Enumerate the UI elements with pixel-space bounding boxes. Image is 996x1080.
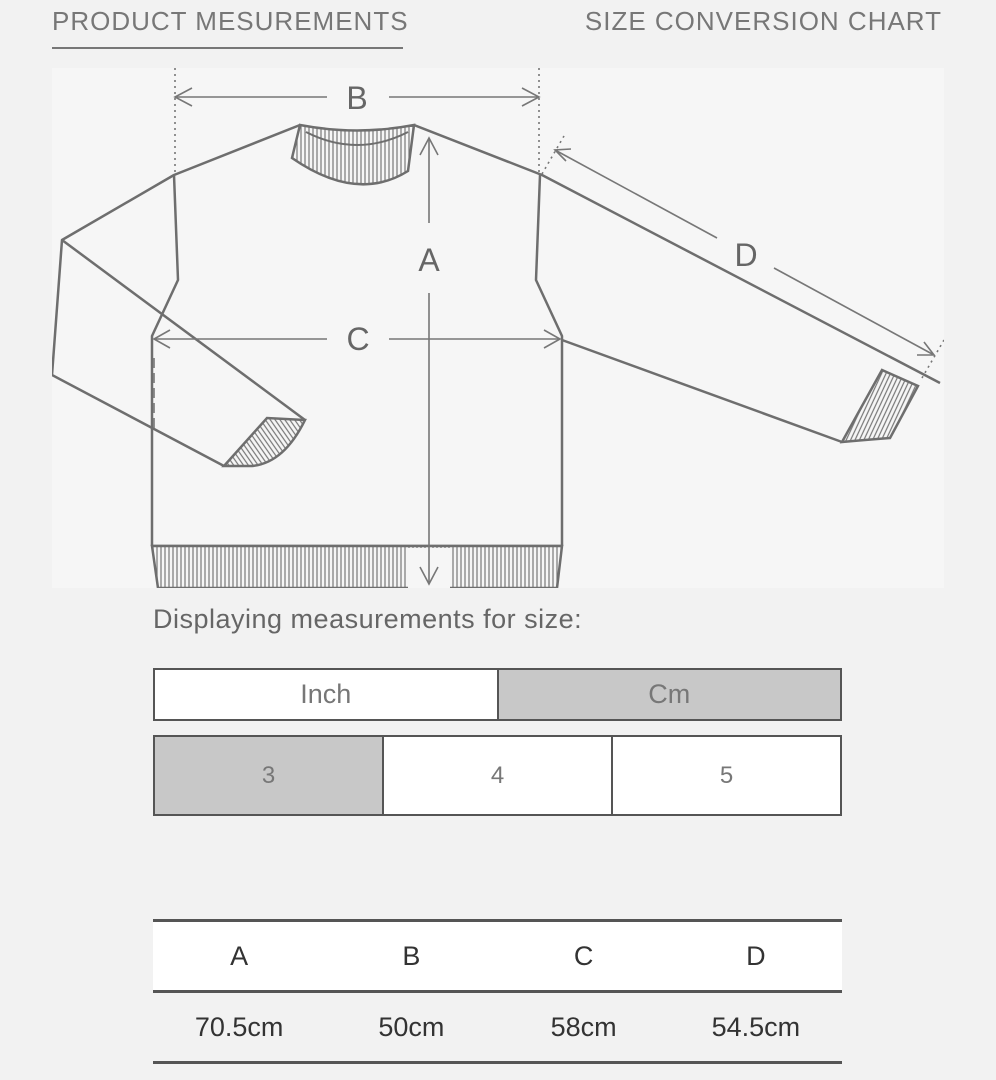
label-c: C <box>346 321 370 357</box>
size-5-button[interactable]: 5 <box>611 737 840 814</box>
tab-bar <box>0 0 996 52</box>
value-cell-a: 70.5cm <box>194 1011 284 1042</box>
size-4-button[interactable]: 4 <box>382 737 611 814</box>
table-header-row <box>153 922 842 990</box>
table-row <box>153 993 842 1061</box>
value-cell-c: 58cm <box>550 1011 617 1042</box>
hem-rib <box>152 546 562 588</box>
measurements-table <box>153 919 842 1064</box>
value-cell-b: 50cm <box>378 1011 445 1042</box>
header-cell-b: B <box>402 940 421 971</box>
sweater-measurement-diagram <box>52 68 944 588</box>
tab-product-measurements[interactable]: PRODUCT MESUREMENTS <box>52 6 409 36</box>
unit-cm-button[interactable]: Cm <box>497 670 841 719</box>
size-3-button[interactable]: 3 <box>155 737 382 814</box>
size-caption: Displaying measurements for size: <box>153 604 583 634</box>
label-a: A <box>418 242 440 278</box>
unit-inch-button[interactable]: Inch <box>155 670 497 719</box>
header-cell-c: C <box>573 940 594 971</box>
left-cuff <box>224 418 305 466</box>
header-cell-d: D <box>746 940 766 971</box>
unit-toggle <box>153 668 842 721</box>
header-cell-a: A <box>230 940 249 971</box>
table-rule-bottom <box>153 1061 842 1064</box>
label-b: B <box>346 80 368 116</box>
value-cell-d: 54.5cm <box>711 1011 801 1042</box>
label-d: D <box>734 237 758 273</box>
active-tab-underline <box>52 47 403 49</box>
size-selector <box>153 735 842 816</box>
sweater-illustration <box>52 68 944 588</box>
right-cuff <box>842 370 918 442</box>
tab-size-conversion-chart[interactable]: SIZE CONVERSION CHART <box>584 6 942 36</box>
